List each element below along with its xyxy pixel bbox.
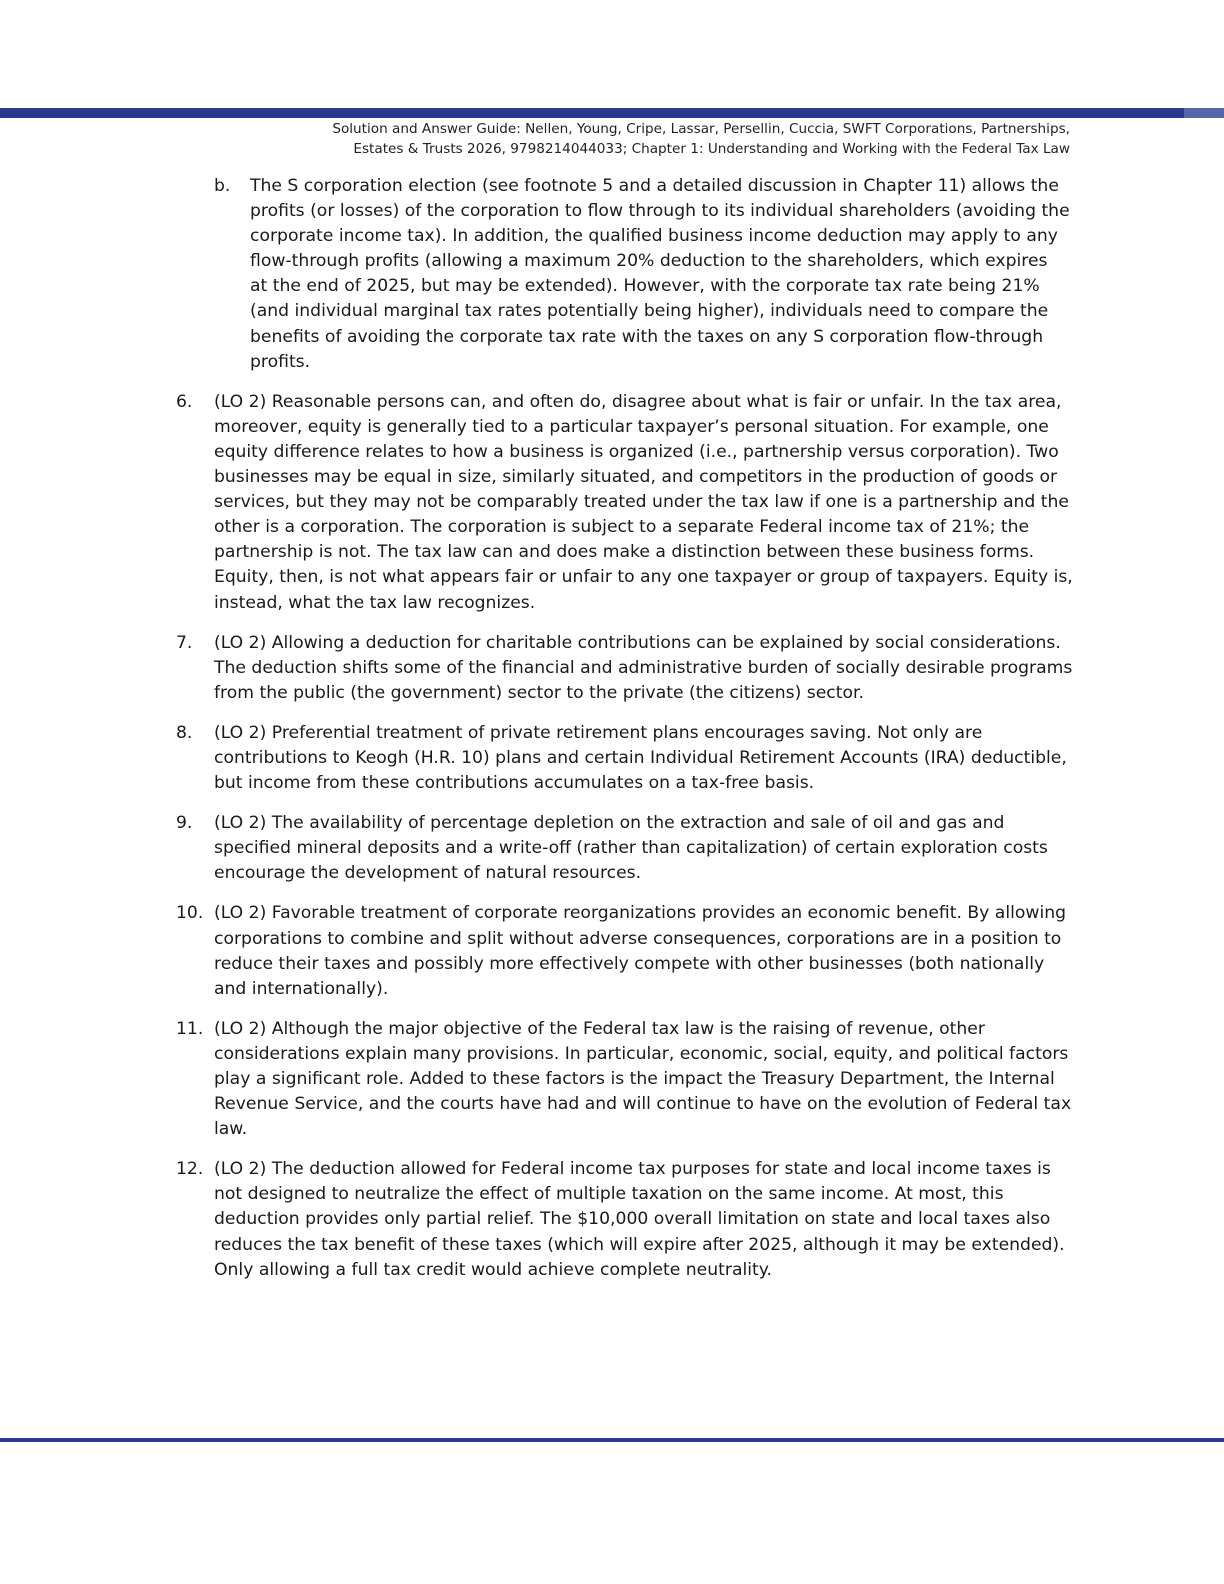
header-rule bbox=[0, 108, 1224, 118]
answer-list bbox=[0, 174, 1224, 1298]
answer-item-10 bbox=[0, 901, 1224, 1001]
running-header-line-2: Estates & Trusts 2026, 9798214044033; Chapter 1: Understanding and Working with the Federal Tax Law bbox=[353, 141, 1070, 157]
item-text: (LO 2) The availability of percentage depletion on the extraction and sale of oil and gas and specified mineral deposits and a write-off (rather than capitalization) of certain exploration costs encourage the development of natural resources. bbox=[214, 813, 1048, 884]
item-number: 6. bbox=[176, 391, 193, 412]
answer-item-5b bbox=[0, 174, 1224, 375]
item-text: The S corporation election (see footnote 5 and a detailed discussion in Chapter 11) allows the profits (or losses) of the corporation to flow through to its individual shareholders (avoiding the corporate income tax). In addition, the qualified business income deduction may apply to any flow-through profits (allowing a maximum 20% deduction to the shareholders, which expires at the end of 2025, but may be extended). However, with the corporate tax rate being 21% (and individual marginal tax rates potentially being higher), individuals need to compare the benefits of avoiding the corporate tax rate with the taxes on any S corporation flow-through profits. bbox=[250, 176, 1070, 372]
answer-item-12 bbox=[0, 1157, 1224, 1282]
item-text: (LO 2) Allowing a deduction for charitable contributions can be explained by social considerations. The deduction shifts some of the financial and administrative burden of socially desirable programs from the public (the government) sector to the private (the citizens) sector. bbox=[214, 632, 1073, 703]
item-number: b. bbox=[214, 176, 231, 196]
answer-item-6 bbox=[0, 390, 1224, 616]
running-header bbox=[200, 119, 1070, 159]
answer-item-7 bbox=[0, 631, 1224, 706]
answer-item-8 bbox=[0, 721, 1224, 796]
item-text: (LO 2) The deduction allowed for Federal income tax purposes for state and local income taxes is not designed to neutralize the effect of multiple taxation on the same income. At most, this deduction provides only partial relief. The $10,000 overall limitation on state and local taxes also reduces the tax benefit of these taxes (which will expire after 2025, although it may be extended). Only allowing a full tax credit would achieve complete neutrality. bbox=[214, 1159, 1065, 1280]
item-text: (LO 2) Preferential treatment of private retirement plans encourages saving. Not only are contributions to Keogh (H.R. 10) plans and certain Individual Retirement Accounts (IRA) deductible, but income from these contributions accumulates on a tax-free basis. bbox=[214, 722, 1067, 794]
running-header-line-1: Solution and Answer Guide: Nellen, Young, Cripe, Lassar, Persellin, Cuccia, SWFT Corporations, Partnerships, bbox=[332, 121, 1070, 137]
answer-item-9 bbox=[0, 811, 1224, 886]
header-rule-accent bbox=[1184, 108, 1224, 118]
item-number: 10. bbox=[176, 903, 204, 924]
item-text: (LO 2) Reasonable persons can, and often do, disagree about what is fair or unfair. In the tax area, moreover, equity is generally tied to a particular taxpayer’s personal situation. For example, one equity difference relates to how a business is organized (i.e., partnership versus corporation). Two businesses may be equal in size, similarly situated, and competitors in the production of goods or services, but they may not be comparably treated under the tax law if one is a partnership and the other is a corporation. The corporation is subject to a separate Federal income tax of 21%; the partnership is not. The tax law can and does make a distinction between these business forms. Equity, then, is not what appears fair or unfair to any one taxpayer or group of taxpayers. Equity is, instead, what the tax law recognizes. bbox=[214, 391, 1073, 613]
item-text: (LO 2) Favorable treatment of corporate reorganizations provides an economic benefit. By allowing corporations to combine and split without adverse consequences, corporations are in a position to reduce their taxes and possibly more effectively compete with other businesses (both nationally and internationally). bbox=[214, 903, 1067, 999]
item-text: (LO 2) Although the major objective of the Federal tax law is the raising of revenue, other considerations explain many provisions. In particular, economic, social, equity, and political factors play a significant role. Added to these factors is the impact the Treasury Department, the Internal Revenue Service, and the courts have had and will continue to have on the evolution of Federal tax law. bbox=[214, 1018, 1072, 1140]
item-number: 7. bbox=[176, 632, 193, 653]
item-number: 9. bbox=[176, 813, 193, 834]
answer-item-11 bbox=[0, 1017, 1224, 1142]
item-number: 8. bbox=[176, 722, 193, 743]
item-number: 11. bbox=[176, 1018, 204, 1039]
item-number: 12. bbox=[176, 1159, 204, 1180]
footer-rule bbox=[0, 1438, 1224, 1442]
